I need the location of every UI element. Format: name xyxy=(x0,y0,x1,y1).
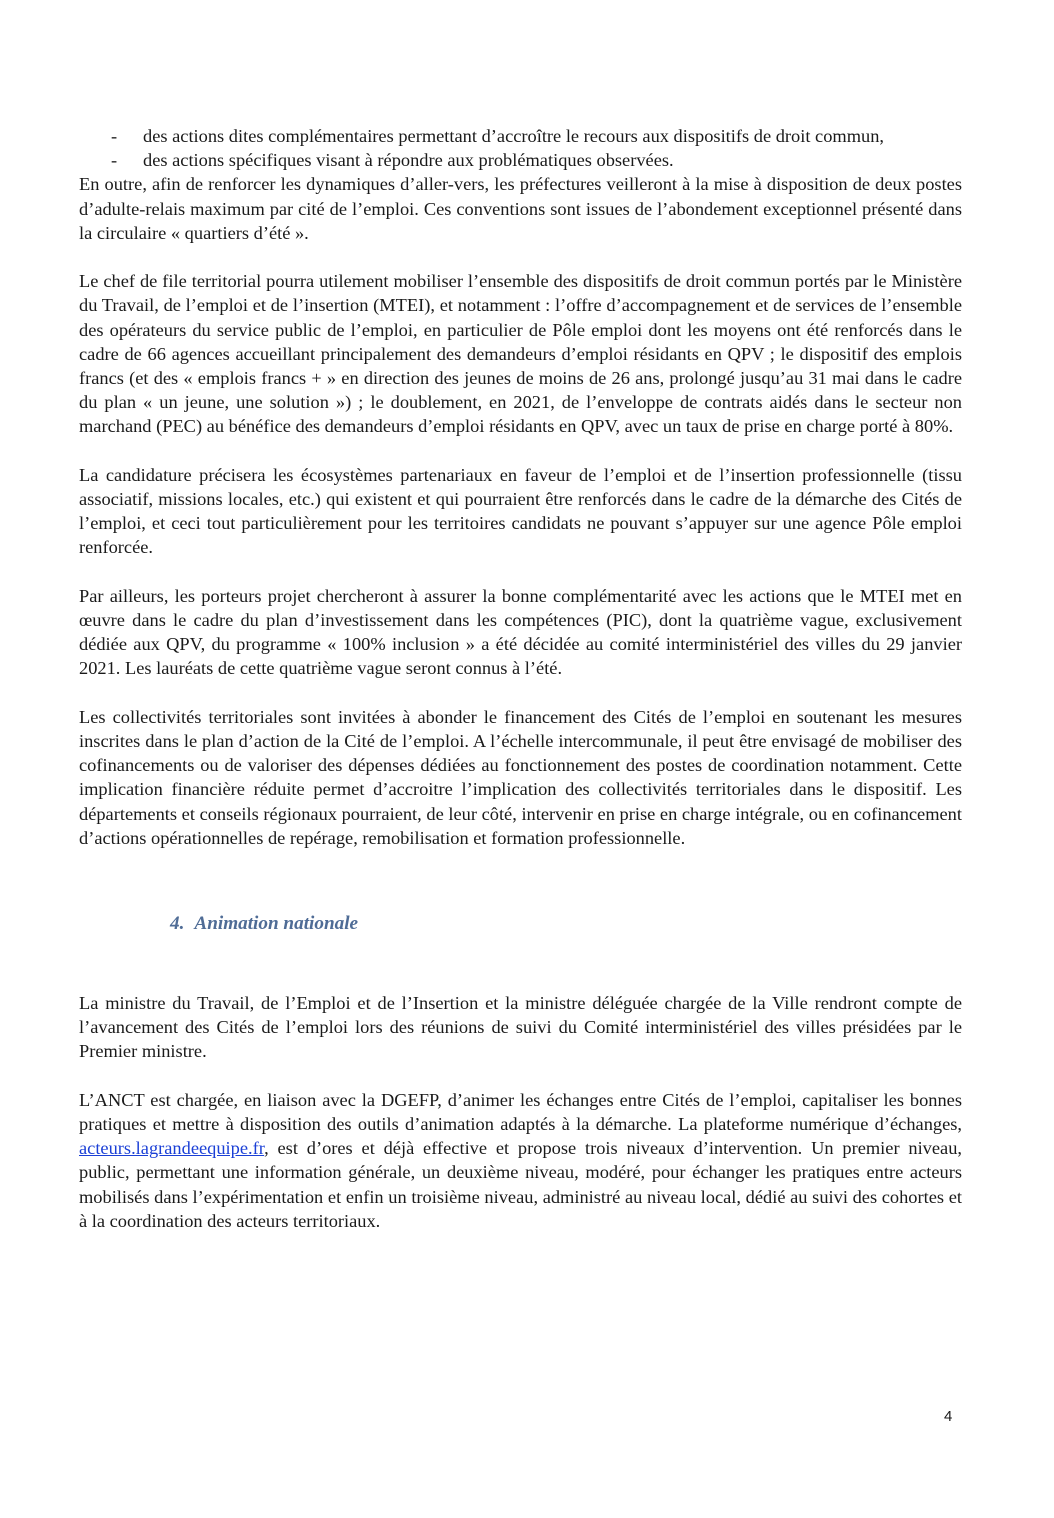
paragraph-candidature: La candidature précisera les écosystèmes partenariaux en faveur de l’emploi et de l’insertion professionnelle (tissu associatif, missions locales, etc.) qui existent et qui pourraient être renforcés dans le cadre de la démarche des Cités de l’emploi, et ceci tout particulièrement pour les territoires candidats ne pouvant s’appuyer sur une agence Pôle emploi renforcée. xyxy=(79,464,962,558)
paragraph-anct-text-after: , est d’ores et déjà effective et propose trois niveaux d’intervention. Un premier niveau, public, permettant une information générale, un deuxième niveau, modéré, pour échanger les pratiques entre acteurs mobilisés dans l’expérimentation et enfin un troisième niveau, administré au niveau local, dédié au suivi des cohortes et à la coordination des acteurs territoriaux. xyxy=(79,1138,962,1231)
bullet-marker: - xyxy=(111,126,118,146)
list-item xyxy=(79,124,962,148)
paragraph-adulte-relais: En outre, afin de renforcer les dynamiques d’aller-vers, les préfectures veilleront à la mise à disposition de deux postes d’adulte-relais maximum par cité de l’emploi. Ces conventions sont issues de l’abondement exceptionnel présenté dans la circulaire « quartiers d’été ». xyxy=(79,174,962,243)
paragraph-complementarite: Par ailleurs, les porteurs projet chercheront à assurer la bonne complémentarité avec les actions que le MTEI met en œuvre dans le cadre du plan d’investissement dans les compétences (PIC), dont la quatrième vague, exclusivement dédiée aux QPV, du programme « 100% inclusion » a été décidée au comité interministériel des villes du 29 janvier 2021. Les lauréats de cette quatrième vague seront connus à l’été. xyxy=(79,585,962,679)
section-number: 4. xyxy=(170,913,185,935)
bullet-marker: - xyxy=(111,150,118,171)
paragraph-ministres: La ministre du Travail, de l’Emploi et de l’Insertion et la ministre déléguée chargée de la Ville rendront compte de l’avancement des Cités de l’emploi lors des réunions de suivi du Comité interministériel des villes présidées par le Premier ministre. xyxy=(79,993,962,1062)
paragraph-anct-text-before: L’ANCT est chargée, en liaison avec la DGEFP, d’animer les échanges entre Cités de l’emploi, capitaliser les bonnes pratiques et mettre à disposition des outils d’animation adaptés à la démarche. La plateforme numérique d’échanges, xyxy=(79,1089,962,1135)
list-item xyxy=(79,148,962,172)
page-number: 4 xyxy=(944,1408,953,1425)
document-page xyxy=(79,124,962,1233)
bullet-list xyxy=(79,124,962,172)
list-item-text: des actions spécifiques visant à répondre aux problématiques observées. xyxy=(143,150,674,171)
section-title: Animation nationale xyxy=(194,913,359,935)
paragraph-droit-commun: Le chef de file territorial pourra utilement mobiliser l’ensemble des dispositifs de droit commun portés par le Ministère du Travail, de l’emploi et de l’insertion (MTEI), et notamment : l’offre d’accompagnement et de services de l’ensemble des opérateurs du service public de l’emploi, en particulier de Pôle emploi dont les moyens ont été renforcés dans le cadre de 66 agences accueillant principalement des demandeurs d’emploi résidants en QPV ; le dispositif des emplois francs (et des « emplois francs + » en direction des jeunes de moins de 26 ans, prolongé jusqu’au 31 mai dans le cadre du plan « un jeune, une solution ») ; le doublement, en 2021, de l’enveloppe de contrats aidés dans le secteur non marchand (PEC) au bénéfice des demandeurs d’emploi résidants en QPV, avec un taux de prise en charge porté à 80%. xyxy=(79,271,962,437)
section-heading xyxy=(79,912,962,936)
list-item-text: des actions dites complémentaires permettant d’accroître le recours aux dispositifs de droit commun, xyxy=(143,126,885,146)
paragraph-collectivites: Les collectivités territoriales sont invitées à abonder le financement des Cités de l’emploi en soutenant les mesures inscrites dans le plan d’action de la Cité de l’emploi. A l’échelle intercommunale, il peut être envisagé de mobiliser des cofinancements ou de valoriser des dépenses dédiées au fonctionnement des postes de coordination notamment. Cette implication financière réduite permet d’accroitre l’implication des collectivités territoriales dans le dispositif. Les départements et conseils régionaux pourraient, de leur côté, intervenir en prise en charge intégrale, ou en cofinancement d’actions opérationnelles de repérage, remobilisation et formation professionnelle. xyxy=(79,706,962,848)
paragraph-anct xyxy=(79,1088,962,1233)
platform-link[interactable]: acteurs.lagrandeequipe.fr xyxy=(79,1138,265,1159)
